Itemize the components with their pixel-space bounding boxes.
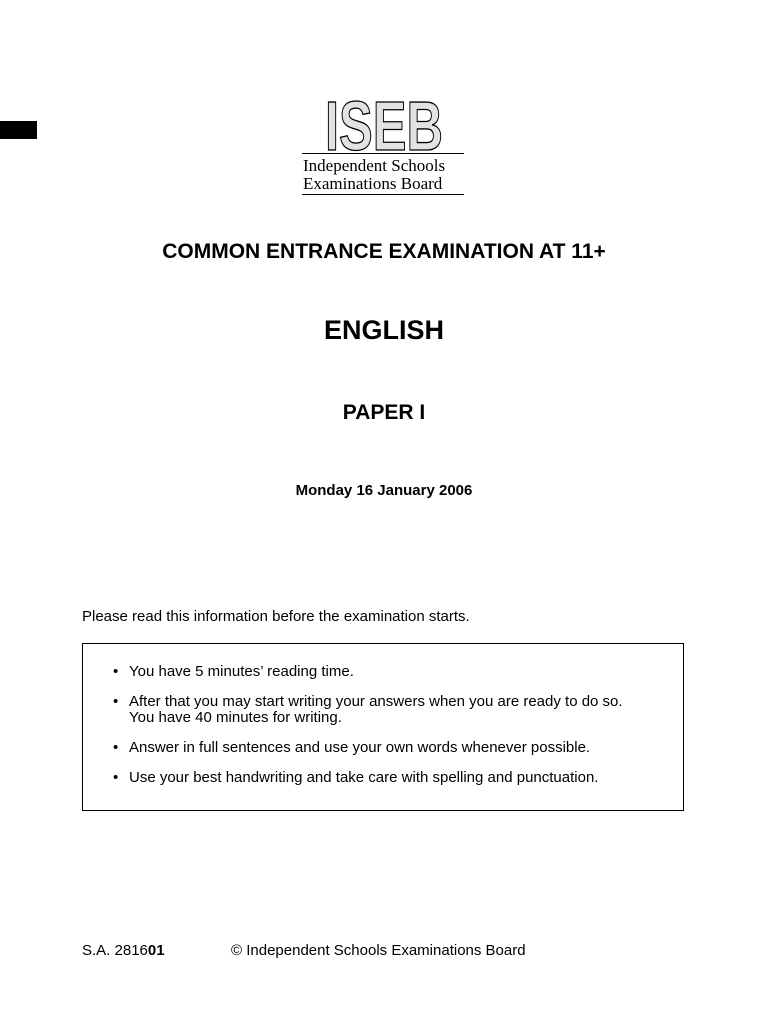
instruction-item bbox=[111, 664, 661, 680]
bullet-icon: • bbox=[113, 663, 119, 680]
page-edge-marker bbox=[0, 121, 37, 139]
instruction-text: You have 5 minutes’ reading time. bbox=[129, 663, 354, 680]
iseb-logo-lettermark bbox=[323, 80, 445, 154]
logo-line-2: Examinations Board bbox=[303, 174, 443, 193]
instructions-intro: Please read this information before the examination starts. bbox=[82, 608, 470, 625]
logo-line-1: Independent Schools bbox=[303, 156, 446, 175]
instruction-text-continued: You have 40 minutes for writing. bbox=[129, 709, 342, 726]
paper-reference bbox=[82, 941, 165, 960]
instruction-text: Answer in full sentences and use your own words whenever possible. bbox=[129, 739, 591, 756]
exam-title: COMMON ENTRANCE EXAMINATION AT 11+ bbox=[162, 240, 606, 263]
instruction-text: After that you may start writing your answers when you are ready to do so. bbox=[129, 693, 623, 710]
paper-reference-suffix: 01 bbox=[147, 942, 165, 959]
exam-date: Monday 16 January 2006 bbox=[295, 482, 473, 499]
paper-title: PAPER I bbox=[342, 401, 426, 424]
bullet-icon: • bbox=[113, 693, 119, 710]
bullet-icon: • bbox=[113, 769, 119, 786]
instructions-box bbox=[82, 643, 684, 811]
logo-bottom-rule bbox=[302, 194, 464, 195]
instruction-text: Use your best handwriting and take care with spelling and punctuation. bbox=[129, 769, 599, 786]
instruction-item bbox=[111, 694, 661, 726]
bullet-icon: • bbox=[113, 739, 119, 756]
subject-title: ENGLISH bbox=[323, 315, 444, 345]
instructions-list bbox=[111, 664, 661, 800]
instruction-item bbox=[111, 770, 661, 786]
paper-reference-prefix: S.A. 2816 bbox=[82, 942, 148, 959]
instruction-item bbox=[111, 740, 661, 756]
iseb-logo bbox=[302, 78, 466, 196]
logo-top-rule bbox=[302, 153, 464, 154]
copyright-notice: © Independent Schools Examinations Board bbox=[231, 942, 526, 959]
iseb-logo-letters: ISEB bbox=[325, 87, 443, 154]
